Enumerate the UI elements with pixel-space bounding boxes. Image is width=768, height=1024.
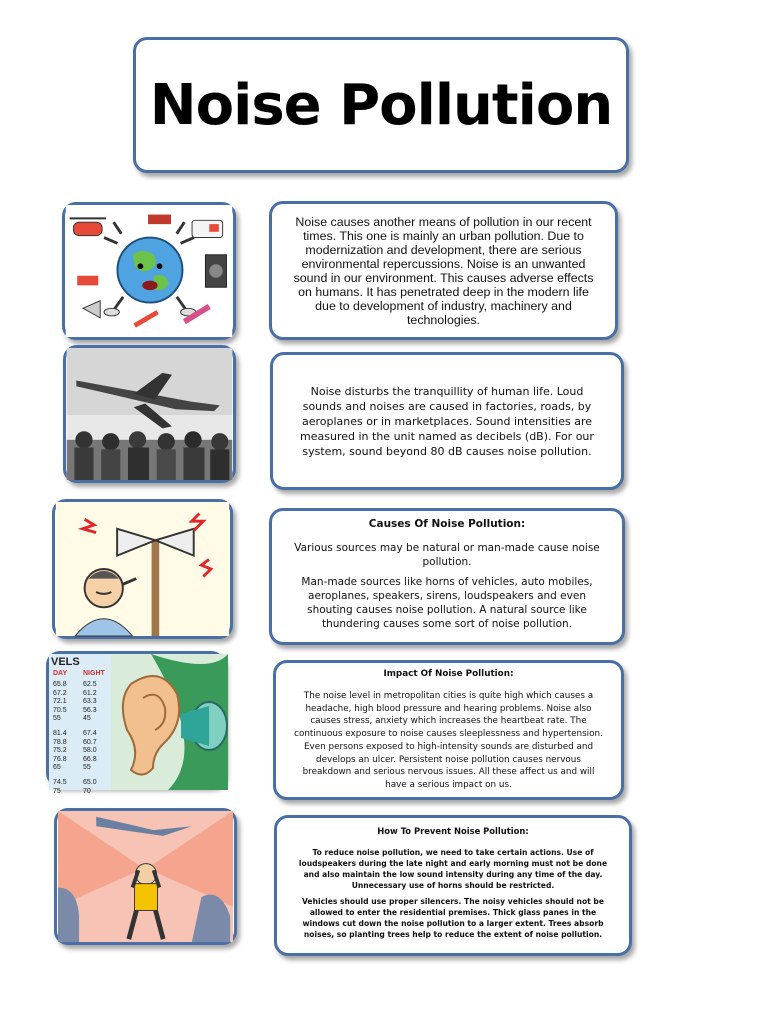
levels-night-value: 62.5 (83, 681, 97, 688)
image-airplane-crowd (63, 345, 236, 483)
decibel-card (270, 352, 624, 490)
image-man-covering-ears (54, 808, 237, 945)
levels-night-value: 65.0 (83, 778, 97, 786)
causes-text-1: Various sources may be natural or man-made cause noise pollution. (294, 541, 600, 568)
levels-day-value: 70.5 (53, 706, 67, 714)
levels-day-value: 76.8 (53, 755, 67, 763)
image-loudspeaker-man (52, 499, 233, 639)
causes-card (269, 508, 625, 645)
levels-night-value: 55 (83, 764, 91, 772)
levels-night-value: 58.0 (83, 747, 97, 755)
loudspeaker-man-illustration (55, 502, 230, 636)
ear-horn-illustration (111, 654, 228, 790)
impact-text: The noise level in metropolitan cities is quite high which causes a headache, high blood pressure and hearing problems. Noise also causes stress, anxiety which increases the heartbeat rate. The continuous exposure to noise causes sleeplessness and hypertension. Even persons exposed to high-intensity sounds are disturbed and develops an ulcer. Persistent noise pollution causes nervous breakdown and serious nervous issues. All these affect us and will have a serious impact on us. (294, 690, 603, 791)
levels-day-value: 65 (53, 764, 61, 772)
levels-day-value: 74.5 (53, 778, 67, 786)
levels-night-value: 70 (83, 787, 91, 795)
levels-col-night: NIGHT (83, 670, 105, 677)
levels-night-value: 56.3 (83, 706, 97, 714)
levels-day-value: 75 (53, 787, 61, 795)
causes-heading: Causes Of Noise Pollution: (368, 517, 526, 530)
prevent-card (274, 815, 632, 956)
decibel-text: Noise disturbs the tranquillity of human life. Loud sounds and noises are caused in factories, roads, by aeroplanes or in marketplaces. Sound intensities are measured in the unit named as decibels (dB). For our system, sound beyond 80 dB causes noise pollution. (300, 384, 594, 458)
image-noisy-earth (62, 202, 236, 340)
levels-day-value: 78.8 (53, 738, 67, 746)
levels-day-value: 67.2 (53, 689, 67, 697)
levels-night-value: 45 (83, 715, 91, 723)
levels-col-day: DAY (53, 670, 68, 677)
levels-day-value: 72.1 (53, 698, 67, 706)
levels-night-value: 61.2 (83, 689, 97, 697)
noise-levels-table (49, 654, 111, 795)
causes-text-2: Man-made sources like horns of vehicles, auto mobiles, aeroplanes, speakers, sirens, loudspeakers and even shouting causes noise pollution. A natural source like thundering causes some sort of noise pollution. (301, 575, 593, 630)
page-title: Noise Pollution (149, 72, 613, 138)
levels-day-value: 75.2 (53, 747, 67, 755)
levels-day-value: 65.8 (53, 681, 67, 688)
airplane-crowd-photo (66, 348, 233, 480)
intro-text: Noise causes another means of pollution in our recent times. This one is mainly an urban pollution. Due to modernization and development, there are serious environmental repercussions. Noise is an unwanted sound in our environment. This causes adverse effects on humans. It has penetrated deep in the modern life due to development of industry, machinery and technologies. (293, 214, 594, 327)
prevent-heading: How To Prevent Noise Pollution: (377, 826, 529, 836)
noisy-earth-illustration (65, 205, 233, 337)
prevent-text-1: To reduce noise pollution, we need to take certain actions. Use of loudspeakers during the late night and early morning must not be done and also maintain the low sound intensity during any time of the day. Unnecessary use of horns should be restricted. (298, 848, 608, 890)
levels-night-value: 67.4 (83, 729, 97, 737)
levels-day-value: 55 (53, 715, 61, 723)
intro-card (269, 201, 618, 340)
levels-table-header: VELS (51, 656, 80, 668)
man-covering-ears-illustration (57, 811, 234, 942)
prevent-text-2: Vehicles should use proper silencers. The noisy vehicles should not be allowed to enter the residential premises. Thick glass panes in the windows cut down the noise pollution to a larger extent. Trees absorb noises, so planting trees help to reduce the extent of noise pollution. (301, 897, 605, 939)
levels-night-value: 63.3 (83, 698, 97, 706)
impact-heading: Impact Of Noise Pollution: (383, 668, 514, 679)
levels-night-value: 66.8 (83, 755, 97, 763)
levels-day-value: 81.4 (53, 729, 67, 737)
image-noise-levels (46, 651, 225, 795)
impact-card (273, 660, 624, 800)
title-card (133, 37, 629, 173)
levels-night-value: 60.7 (83, 738, 97, 746)
